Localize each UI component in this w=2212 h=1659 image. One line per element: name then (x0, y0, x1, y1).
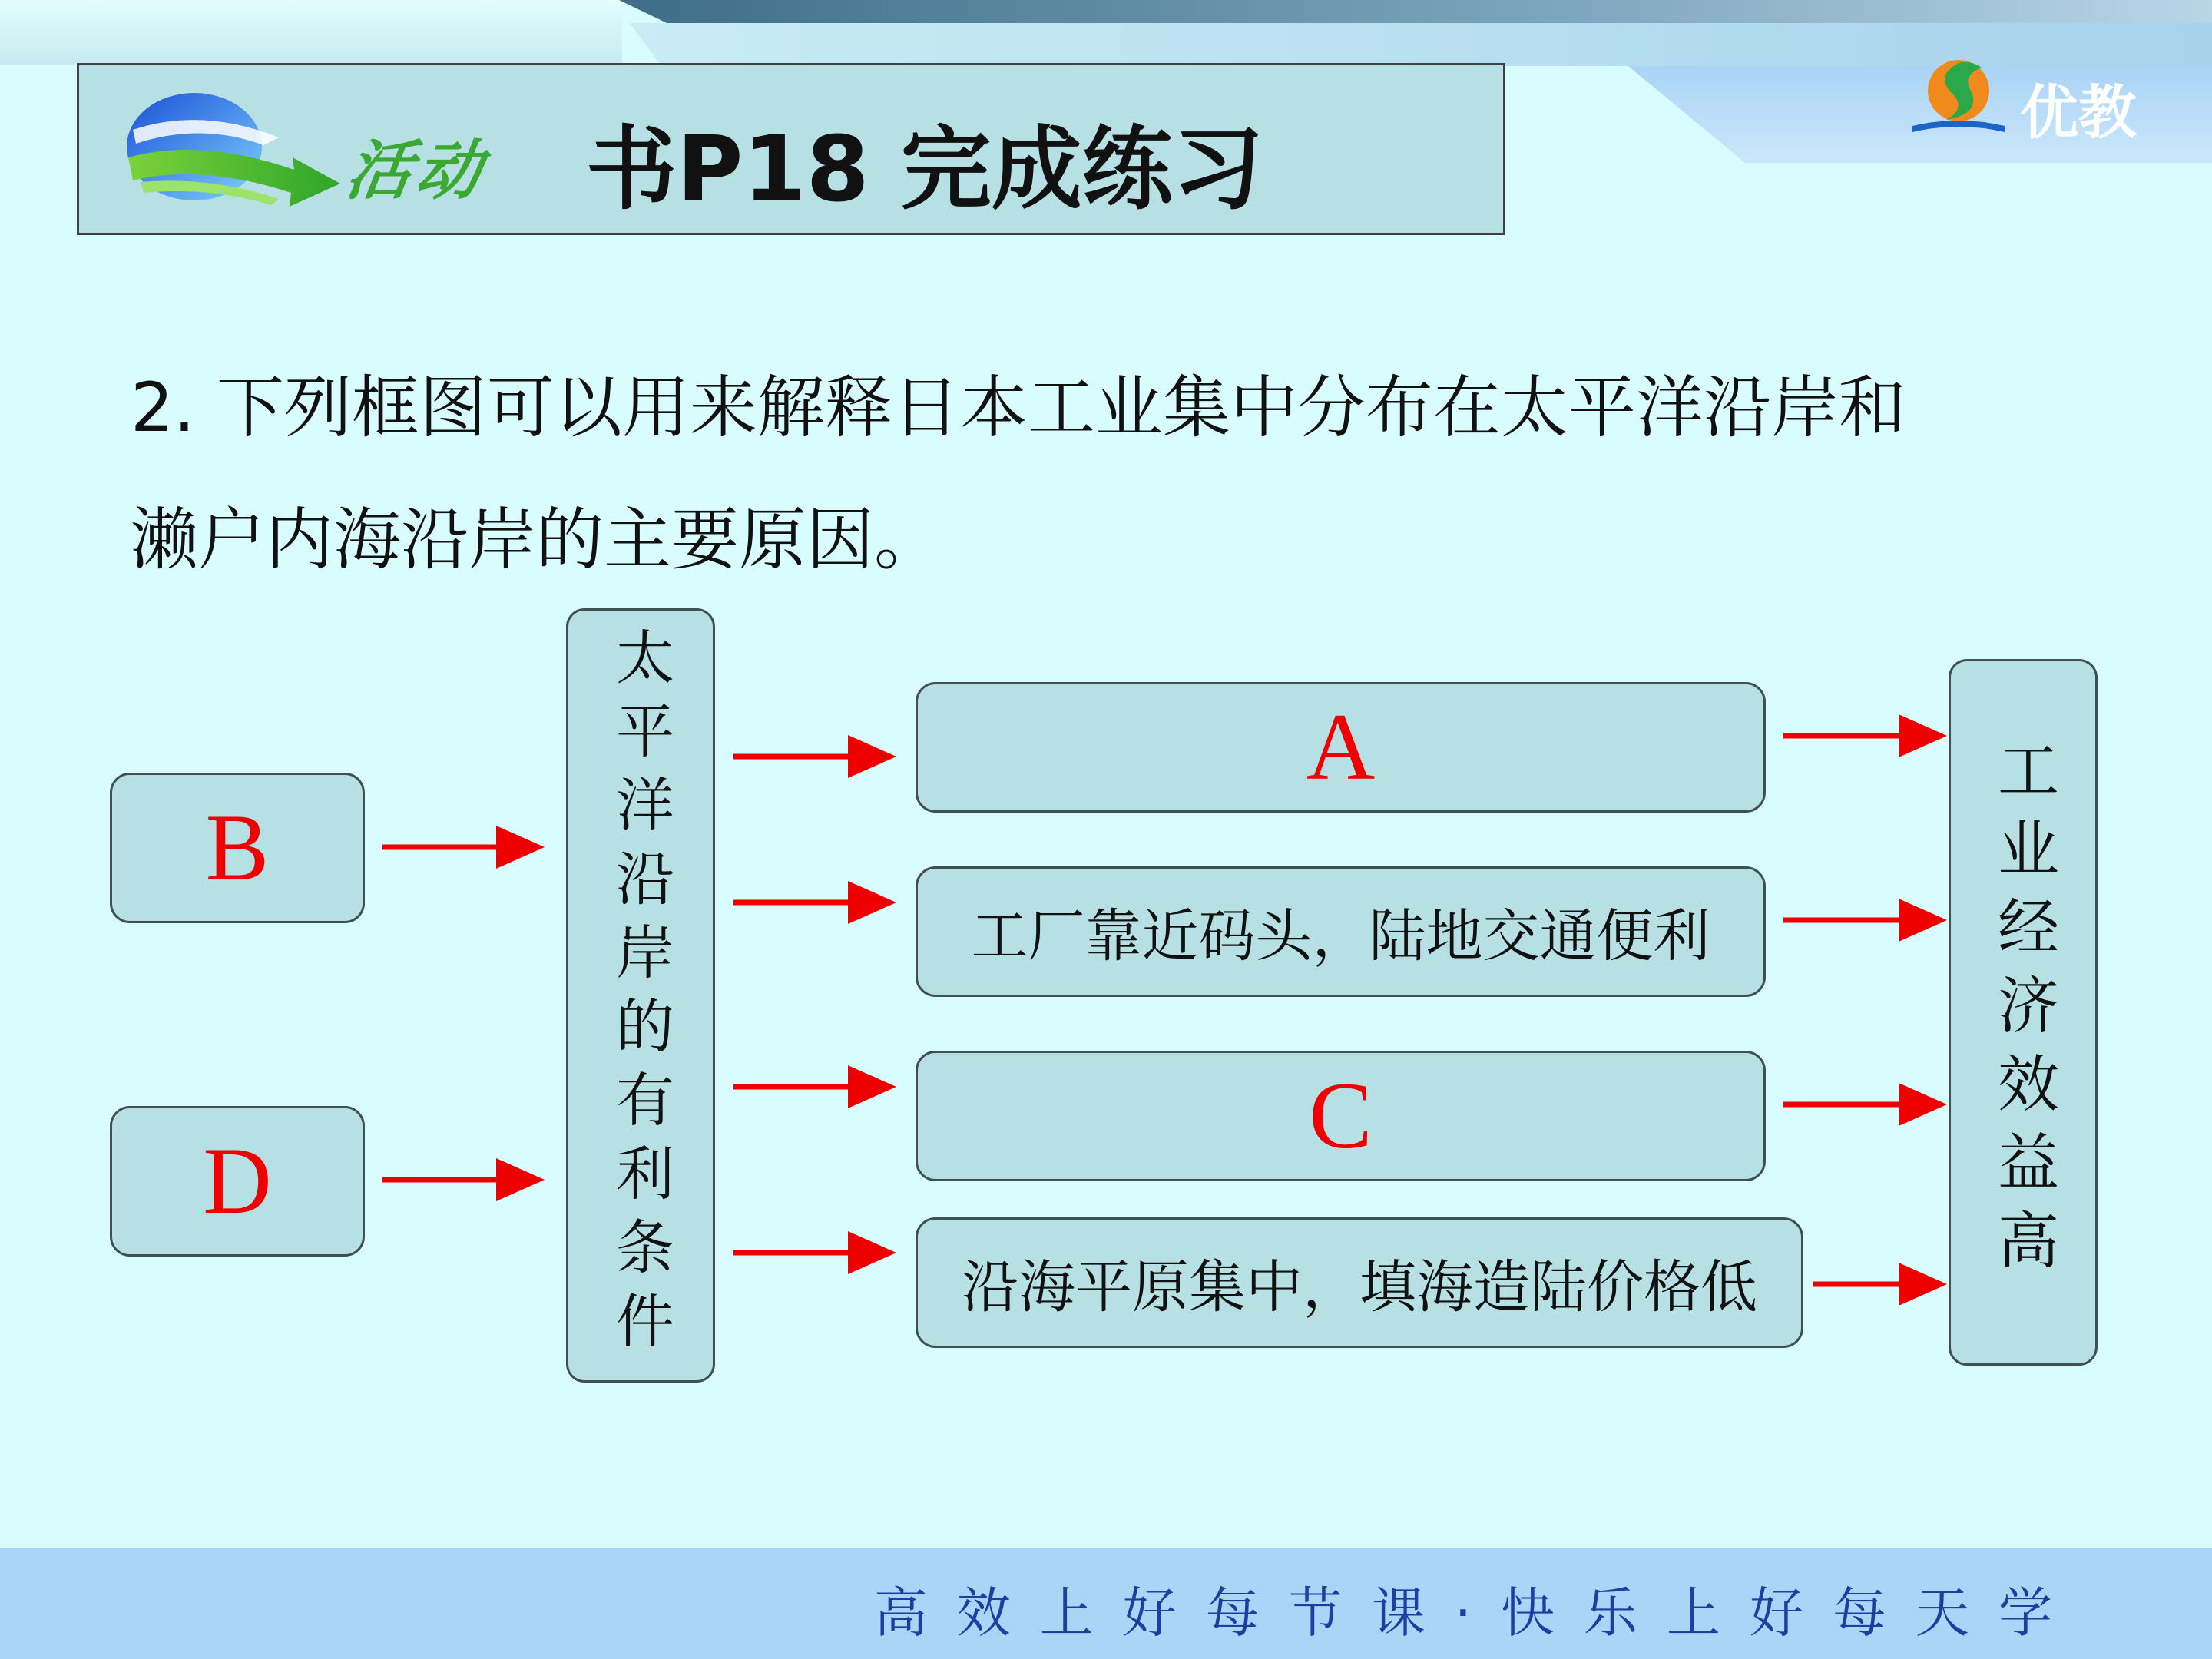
box-b (110, 773, 365, 923)
box-wharf-transport-label: 工厂靠近码头，陆地交通便利 (971, 903, 1710, 969)
box-favorable-conditions (566, 608, 715, 1382)
box-coastal-plain (916, 1217, 1803, 1348)
box-coastal-plain-label: 沿海平原集中，填海造陆价格低 (962, 1254, 1757, 1320)
box-a (916, 682, 1766, 813)
box-economic-benefit-label: 工业经济效益高 (1987, 738, 2059, 1286)
box-a-label: A (1306, 694, 1376, 800)
page-title: 书P18 完成练习 (586, 116, 1263, 222)
logo-text: 优教 (2020, 78, 2137, 147)
box-wharf-transport (916, 866, 1766, 997)
question-line-2: 濑户内海沿岸的主要原因。 (131, 500, 942, 579)
box-d (110, 1106, 365, 1257)
box-c (916, 1051, 1766, 1181)
box-c-label: C (1309, 1063, 1373, 1168)
box-b-label: B (205, 795, 270, 900)
footer-band (0, 1548, 2212, 1659)
box-economic-benefit (1949, 659, 2098, 1366)
box-favorable-conditions-label: 太平洋沿岸的有利条件 (606, 627, 675, 1364)
activity-label: 活动 (342, 132, 492, 208)
box-d-label: D (203, 1128, 272, 1233)
footer-slogan: 高效上好每节课·快乐上好每天学 (873, 1581, 2081, 1644)
question-line-1: 2. 下列框图可以用来解释日本工业集中分布在太平洋沿岸和 (131, 368, 1906, 447)
